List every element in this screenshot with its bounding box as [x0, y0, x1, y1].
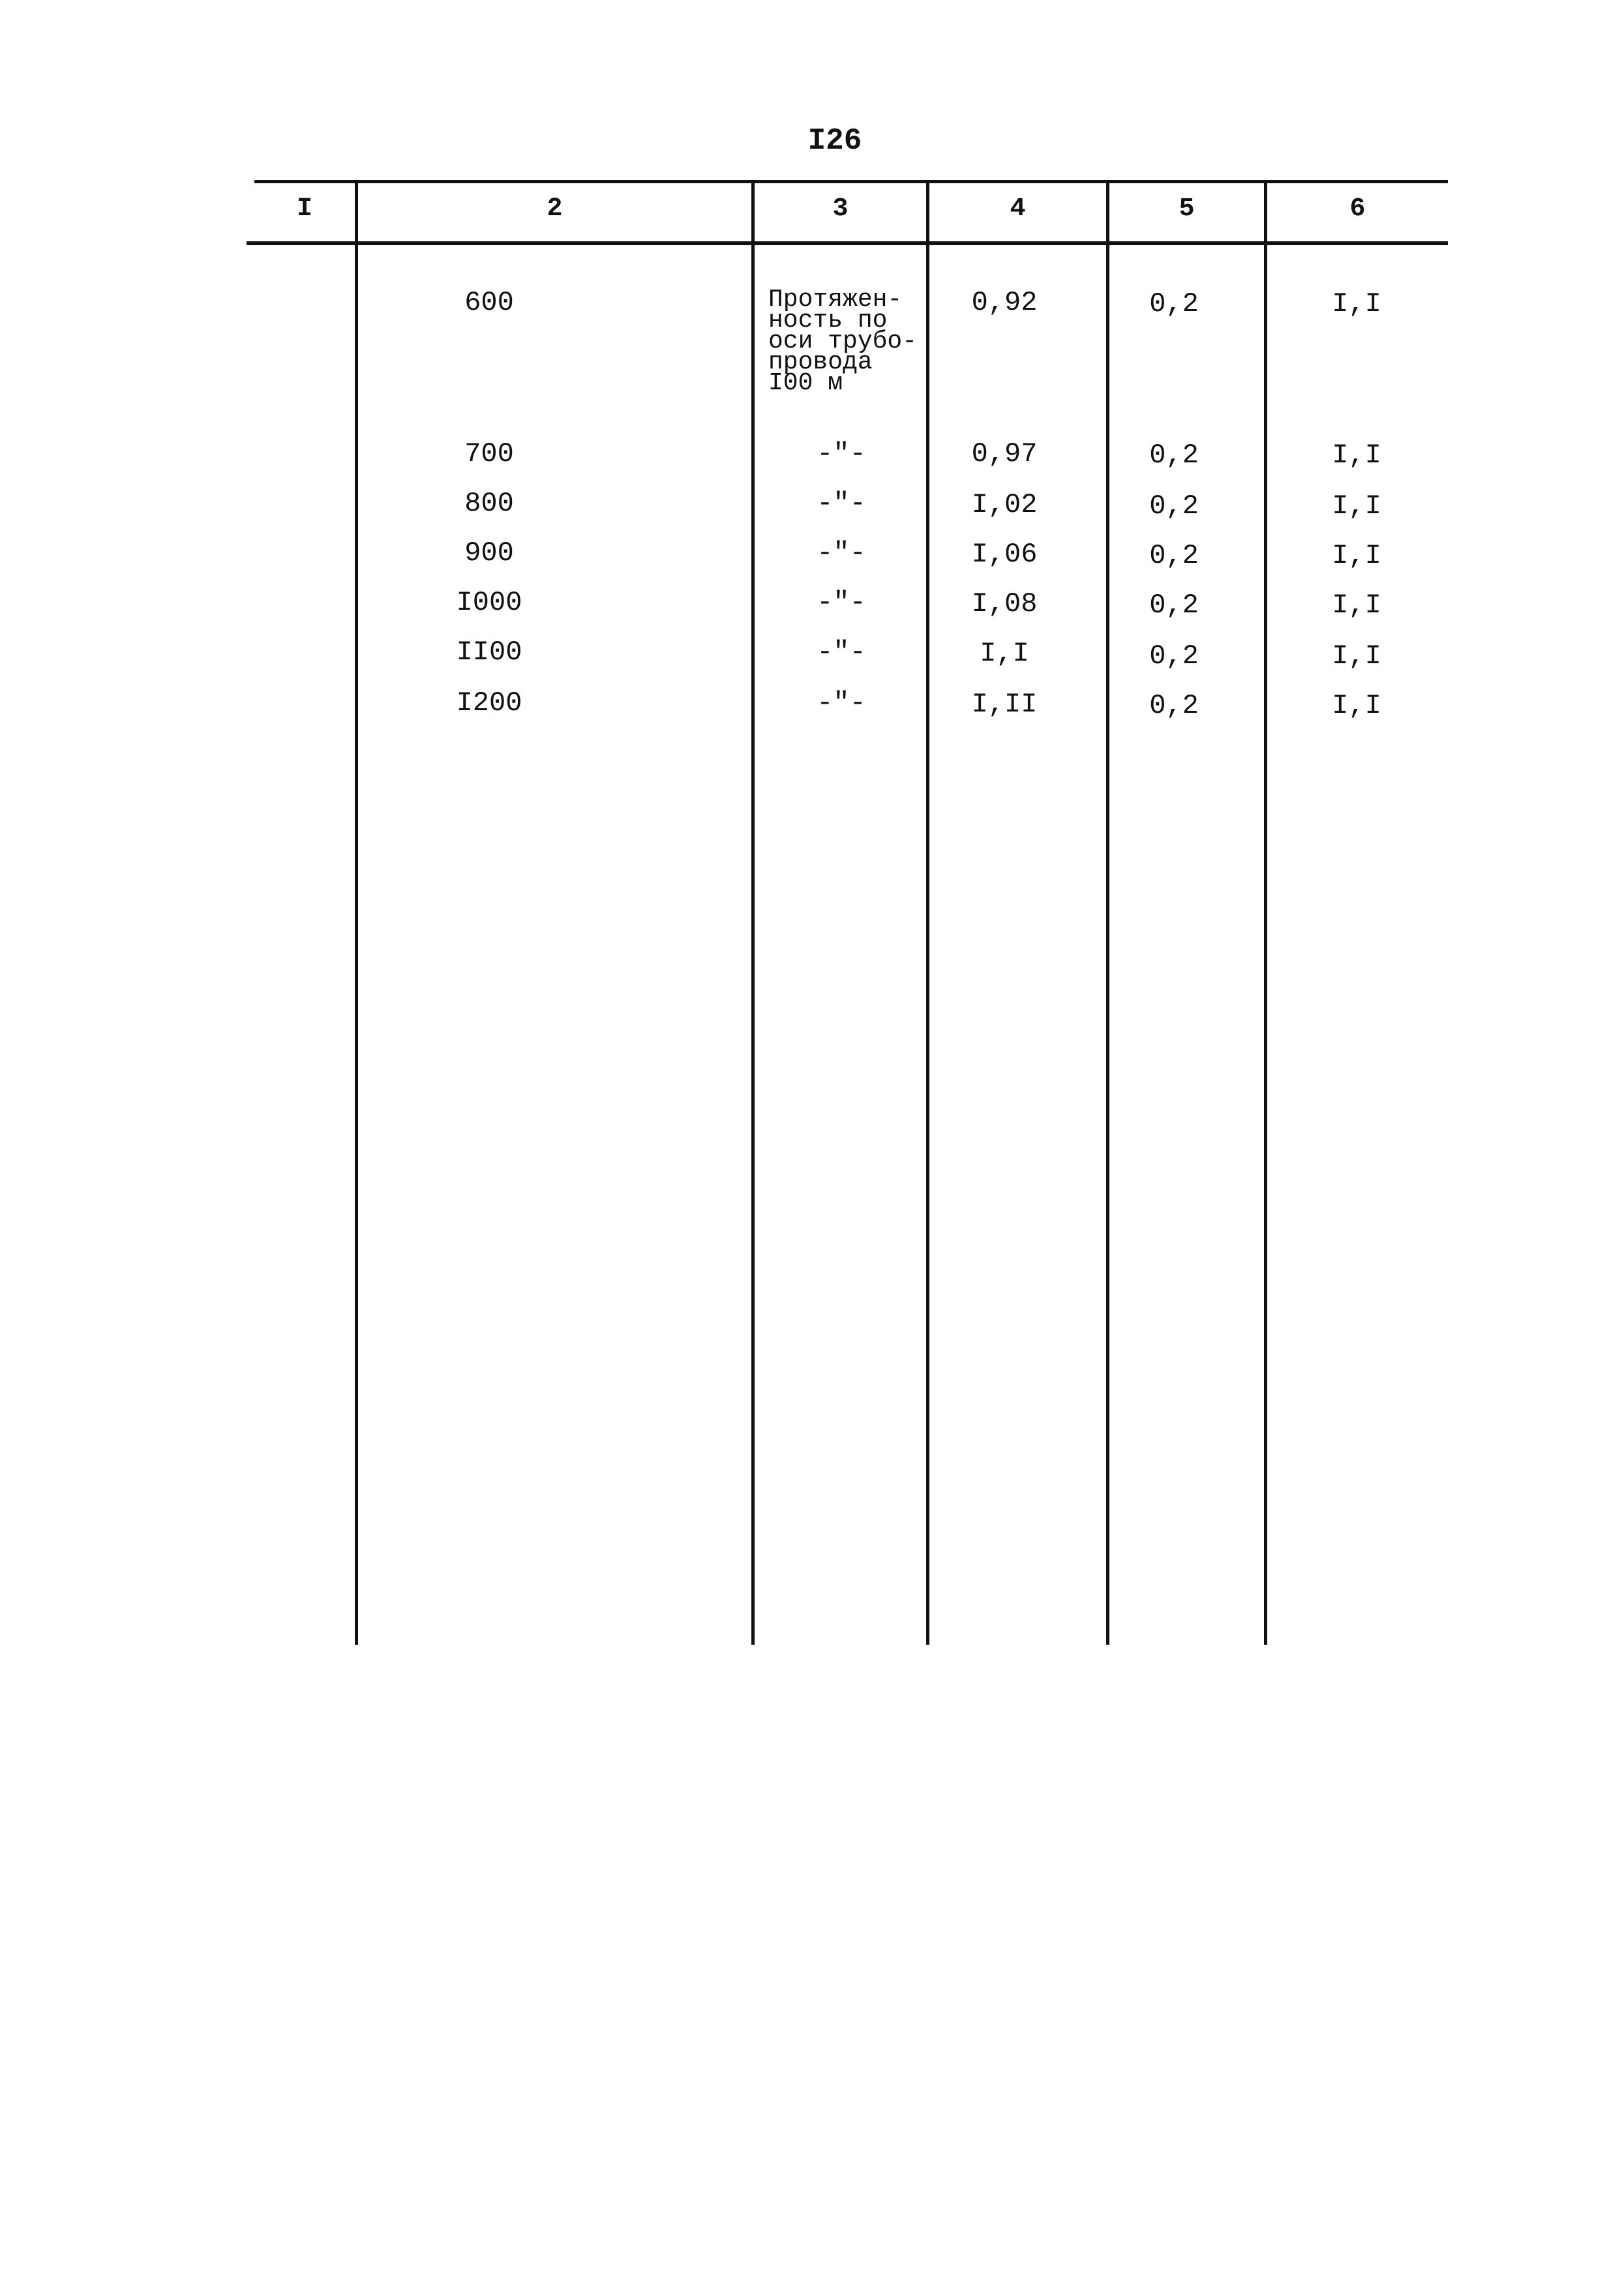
header-col-2: 2	[547, 194, 563, 224]
cell-col5: 0,2	[1149, 590, 1199, 621]
column-rule-1	[355, 181, 358, 1645]
table-header-rule	[247, 241, 1448, 245]
column-rule-4	[1106, 181, 1109, 1645]
cell-col6: I,I	[1332, 490, 1381, 522]
header-col-3: 3	[832, 194, 849, 224]
cell-diameter: I200	[456, 687, 522, 719]
header-col-5: 5	[1179, 194, 1195, 224]
cell-col4: 0,97	[971, 438, 1038, 470]
cell-diameter: II00	[456, 636, 522, 668]
cell-col4: I,08	[971, 588, 1038, 620]
table-top-rule	[254, 180, 1448, 183]
cell-diameter: 600	[464, 287, 514, 318]
header-col-6: 6	[1349, 194, 1366, 224]
cell-col6: I,I	[1332, 590, 1381, 621]
cell-unit: -"-	[817, 636, 866, 668]
cell-unit: -"-	[817, 687, 866, 719]
cell-col4: I,06	[971, 539, 1038, 570]
cell-unit: -"-	[817, 587, 866, 618]
column-rule-5	[1264, 181, 1267, 1645]
cell-unit: Протяжен- ность по оси трубо- провода I00 м	[768, 286, 918, 397]
cell-col5: 0,2	[1149, 690, 1199, 721]
cell-col6: I,I	[1332, 640, 1381, 672]
cell-col6: I,I	[1332, 288, 1381, 320]
cell-col5: 0,2	[1149, 288, 1199, 320]
cell-unit: -"-	[817, 537, 866, 569]
cell-col4: I,II	[971, 689, 1038, 720]
cell-col5: 0,2	[1149, 490, 1199, 522]
cell-col5: 0,2	[1149, 540, 1199, 571]
cell-col6: I,I	[1332, 540, 1381, 571]
cell-diameter: 800	[464, 488, 514, 519]
cell-col5: 0,2	[1149, 640, 1199, 672]
cell-col6: I,I	[1332, 440, 1381, 471]
cell-unit: -"-	[817, 438, 866, 470]
cell-diameter: I000	[456, 587, 522, 618]
column-rule-2	[751, 181, 755, 1645]
cell-unit: -"-	[817, 488, 866, 519]
header-col-1: I	[296, 194, 312, 224]
page-number: I26	[807, 124, 862, 158]
cell-col5: 0,2	[1149, 440, 1199, 471]
cell-diameter: 700	[464, 438, 514, 470]
cell-diameter: 900	[464, 537, 514, 569]
header-col-4: 4	[1010, 194, 1026, 224]
column-rule-3	[926, 181, 929, 1645]
cell-col4: 0,92	[971, 287, 1038, 318]
cell-col4: I,02	[971, 489, 1038, 520]
cell-col6: I,I	[1332, 690, 1381, 721]
cell-col4: I,I	[980, 638, 1029, 669]
